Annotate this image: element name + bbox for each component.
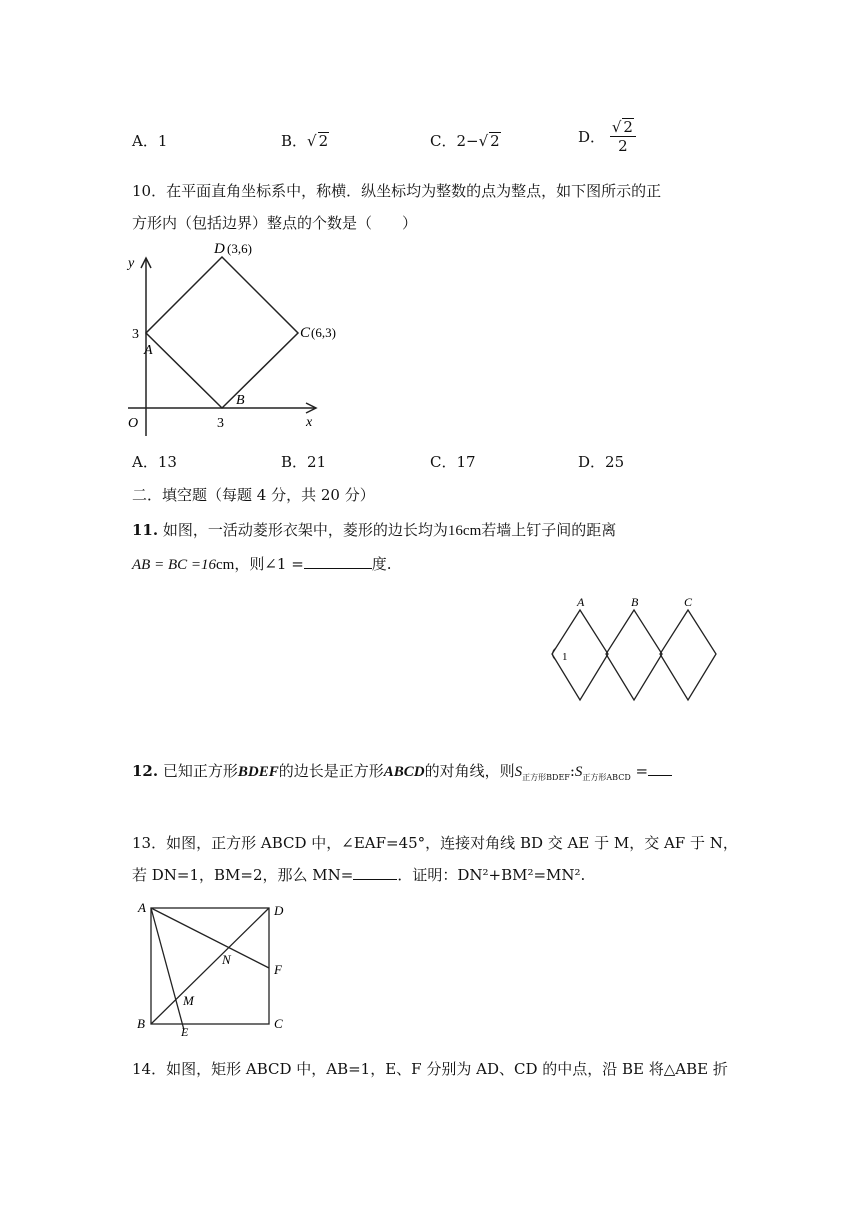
q9-option-c-radicand: 2 bbox=[490, 132, 500, 150]
q12-text-c: 的对角线，则 bbox=[424, 762, 515, 780]
q11-number: 11. bbox=[132, 521, 159, 539]
q12-s1: S bbox=[514, 764, 523, 780]
point-d-label: D bbox=[274, 903, 284, 918]
rhombus-1 bbox=[552, 610, 608, 700]
sqrt-sign: √ bbox=[478, 132, 489, 150]
q12-number: 12. bbox=[132, 762, 159, 780]
q10-line1: 10．在平面直角坐标系中，称横．纵坐标均为整数的点为整点，如下图所示的正 bbox=[132, 182, 662, 200]
q9-option-d-fraction bbox=[610, 118, 636, 155]
origin-label: O bbox=[128, 416, 139, 431]
sqrt-sign: √ bbox=[611, 118, 622, 136]
q9-option-a: A．1 bbox=[132, 132, 168, 150]
tick-y-3: 3 bbox=[132, 327, 139, 342]
q9-option-b-radicand: 2 bbox=[318, 132, 329, 150]
q11-line1 bbox=[132, 519, 616, 540]
q10-option-a: A．13 bbox=[132, 453, 177, 471]
diagonal-bd bbox=[151, 908, 269, 1024]
rhombus-3 bbox=[660, 610, 716, 700]
q11-unit: cm bbox=[216, 557, 235, 573]
q10-option-c: C．17 bbox=[430, 453, 476, 471]
q11-text-a: 如图，一活动菱形衣架中，菱形的边长均为 bbox=[162, 521, 448, 539]
q12-text-b: 的边长是正方形 bbox=[278, 762, 384, 780]
point-f-label: F bbox=[274, 962, 282, 977]
sqrt-sign: √ bbox=[307, 132, 317, 150]
hanger-label-c: C bbox=[684, 595, 693, 609]
q13-line1: 13．如图，正方形 ABCD 中，∠EAF=45°，连接对角线 BD 交 AE 于 M，交 AF 于 N， bbox=[132, 834, 738, 852]
q13-text-a: 若 DN=1，BM=2，那么 MN= bbox=[132, 866, 354, 884]
point-n-label: N bbox=[222, 952, 231, 967]
section-heading-fill-in: 二．填空题（每题 4 分，共 20 分） bbox=[132, 486, 375, 504]
q9-option-d-denominator: 2 bbox=[618, 137, 628, 155]
angle-1-label: 1 bbox=[562, 651, 568, 663]
q9-option-d bbox=[578, 118, 636, 155]
q10-option-b: B．21 bbox=[281, 453, 327, 471]
q11-unit-degree: 度. bbox=[371, 555, 392, 573]
point-c-coord: (6,3) bbox=[311, 325, 336, 340]
q11-angle-text: ，则∠1 = bbox=[234, 555, 304, 573]
point-a-label: A bbox=[138, 900, 146, 915]
q12-line bbox=[132, 760, 672, 783]
point-d-label: D bbox=[214, 241, 225, 257]
q11-answer-blank[interactable] bbox=[304, 568, 372, 569]
square-abcd bbox=[146, 257, 298, 408]
q9-option-b-prefix: B． bbox=[281, 132, 308, 150]
q12-s2: S bbox=[574, 764, 583, 780]
q11-length: 16cm bbox=[447, 523, 482, 539]
q12-bdef: BDEF bbox=[237, 764, 279, 780]
q10-option-d: D．25 bbox=[578, 453, 625, 471]
q12-subscript-1: 正方形BDEF bbox=[522, 773, 570, 782]
point-d-coord: (3,6) bbox=[227, 241, 252, 256]
segment-af bbox=[151, 908, 269, 968]
hanger-label-b: B bbox=[631, 595, 639, 609]
hanger-label-a: A bbox=[577, 595, 585, 609]
point-b-label: B bbox=[236, 393, 245, 408]
point-e-label: E bbox=[181, 1025, 189, 1036]
q9-option-d-prefix: D． bbox=[578, 128, 606, 146]
q10-figure bbox=[120, 236, 370, 446]
point-m-label: M bbox=[183, 993, 194, 1008]
q12-answer-blank[interactable] bbox=[648, 775, 672, 776]
point-a-label: A bbox=[144, 343, 153, 358]
q13-answer-blank[interactable] bbox=[353, 879, 397, 880]
angle-1-arc bbox=[553, 648, 556, 660]
q13-figure bbox=[130, 896, 300, 1036]
q11-math-ab-bc: AB = BC =16 bbox=[132, 557, 216, 573]
rhombus-2 bbox=[606, 610, 662, 700]
q12-subscript-2: 正方形ABCD bbox=[582, 773, 631, 782]
x-axis-label: x bbox=[306, 415, 313, 430]
tick-x-3: 3 bbox=[217, 416, 224, 431]
q11-figure bbox=[540, 594, 726, 712]
q12-abcd: ABCD bbox=[383, 764, 425, 780]
q13-text-b: ．证明：DN²+BM²=MN². bbox=[397, 866, 586, 884]
q9-option-c-prefix: C．2− bbox=[430, 132, 479, 150]
q9-option-b bbox=[281, 130, 329, 151]
y-axis-label: y bbox=[128, 256, 135, 271]
q9-option-d-numerator: 2 bbox=[623, 118, 633, 136]
point-c-label: C bbox=[300, 325, 311, 341]
point-b-label: B bbox=[137, 1016, 145, 1031]
q13-line2 bbox=[132, 864, 585, 885]
q12-colon: : bbox=[569, 762, 575, 780]
q12-equals: = bbox=[635, 762, 649, 780]
q11-line2 bbox=[132, 553, 392, 574]
q11-text-b: 若墙上钉子间的距离 bbox=[481, 521, 617, 539]
point-c-label: C bbox=[274, 1016, 283, 1031]
q12-text-a: 已知正方形 bbox=[162, 762, 238, 780]
q9-option-c bbox=[430, 130, 501, 151]
q10-line2: 方形内（包括边界）整点的个数是（ ） bbox=[132, 214, 418, 232]
segment-ae bbox=[151, 908, 184, 1030]
q14-line1: 14．如图，矩形 ABCD 中，AB=1，E、F 分别为 AD、CD 的中点，沿 BE 将△ABE 折 bbox=[132, 1060, 728, 1078]
